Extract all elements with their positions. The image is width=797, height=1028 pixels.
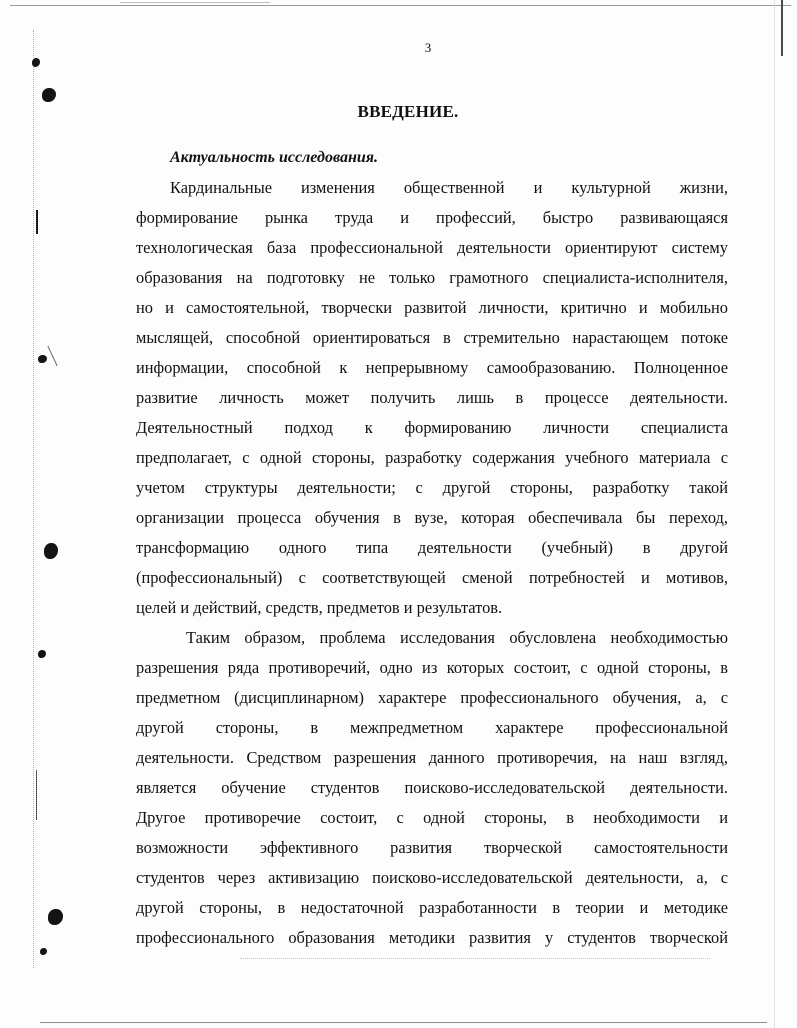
- text-line: разрешения ряда противоречий, одно из которых состоит, с одной стороны, в: [136, 658, 728, 677]
- binding-mark: [36, 770, 37, 820]
- text-line: предметном (дисциплинарном) характере профессионального обучения, а, с: [136, 688, 728, 707]
- punch-hole-mark: [48, 909, 63, 925]
- text-line: целей и действий, средств, предметов и результатов.: [136, 598, 503, 617]
- text-line: мыслящей, способной ориентироваться в стремительно нарастающем потоке: [136, 328, 728, 347]
- text-line: Кардинальные изменения общественной и культурной жизни,: [170, 178, 728, 197]
- scan-edge-bottom: [40, 1022, 767, 1023]
- text-line: другой стороны, в недостаточной разработанности в теории и методике: [136, 898, 728, 917]
- text-line: технологическая база профессиональной деятельности ориентируют систему: [136, 238, 728, 257]
- text-line: формирование рынка труда и профессий, быстро развивающаяся: [136, 208, 728, 227]
- binding-edge-left: [33, 30, 34, 968]
- text-line: но и самостоятельной, творчески развитой личности, критично и мобильно: [136, 298, 728, 317]
- text-line: Таким образом, проблема исследования обусловлена необходимостью: [186, 628, 728, 647]
- text-line: развитие личность может получить лишь в процессе деятельности.: [136, 388, 728, 407]
- text-line: возможности эффективного развития творческой самостоятельности: [136, 838, 728, 857]
- punch-hole-mark: [38, 650, 46, 658]
- scan-edge-top: [10, 5, 791, 6]
- text-line: студентов через активизацию поисково-исследовательской деятельности, а, с: [136, 868, 728, 887]
- text-line: предполагает, с одной стороны, разработку содержания учебного материала с: [136, 448, 728, 467]
- page-number: 3: [424, 40, 432, 55]
- text-line: является обучение студентов поисково-исследовательской деятельности.: [136, 778, 728, 797]
- text-line: организации процесса обучения в вузе, которая обеспечивала бы переход,: [136, 508, 728, 527]
- scan-artifact-line: [240, 958, 710, 959]
- text-line: информации, способной к непрерывному самообразованию. Полноценное: [136, 358, 728, 377]
- section-heading: ВВЕДЕНИЕ.: [357, 102, 459, 121]
- text-line: профессионального образования методики развития у студентов творческой: [136, 928, 728, 947]
- scan-edge-right: [774, 0, 775, 1028]
- punch-hole-mark: [42, 88, 56, 102]
- punch-hole-mark: [38, 355, 47, 363]
- subsection-heading: Актуальность исследования.: [170, 149, 378, 166]
- text-line: деятельности. Средством разрешения данного противоречия, на наш взгляд,: [136, 748, 728, 767]
- text-line: (профессиональный) с соответствующей сменой потребностей и мотивов,: [136, 568, 728, 587]
- punch-hole-mark: [40, 948, 47, 955]
- text-line: образования на подготовку не только грамотного специалиста-исполнителя,: [136, 268, 728, 287]
- scan-edge-top-fragment: [120, 2, 270, 3]
- binding-mark: [36, 210, 38, 234]
- text-line: другой стороны, в межпредметном характере профессиональной: [136, 718, 728, 737]
- text-line: трансформацию одного типа деятельности (учебный) в другой: [136, 538, 728, 557]
- punch-hole-mark: [32, 58, 40, 67]
- binding-mark: [47, 346, 57, 366]
- text-line: Другое противоречие состоит, с одной стороны, в необходимости и: [136, 808, 728, 827]
- text-line: учетом структуры деятельности; с другой стороны, разработку такой: [136, 478, 728, 497]
- text-line: Деятельностный подход к формированию личности специалиста: [136, 418, 728, 437]
- punch-hole-mark: [44, 543, 58, 559]
